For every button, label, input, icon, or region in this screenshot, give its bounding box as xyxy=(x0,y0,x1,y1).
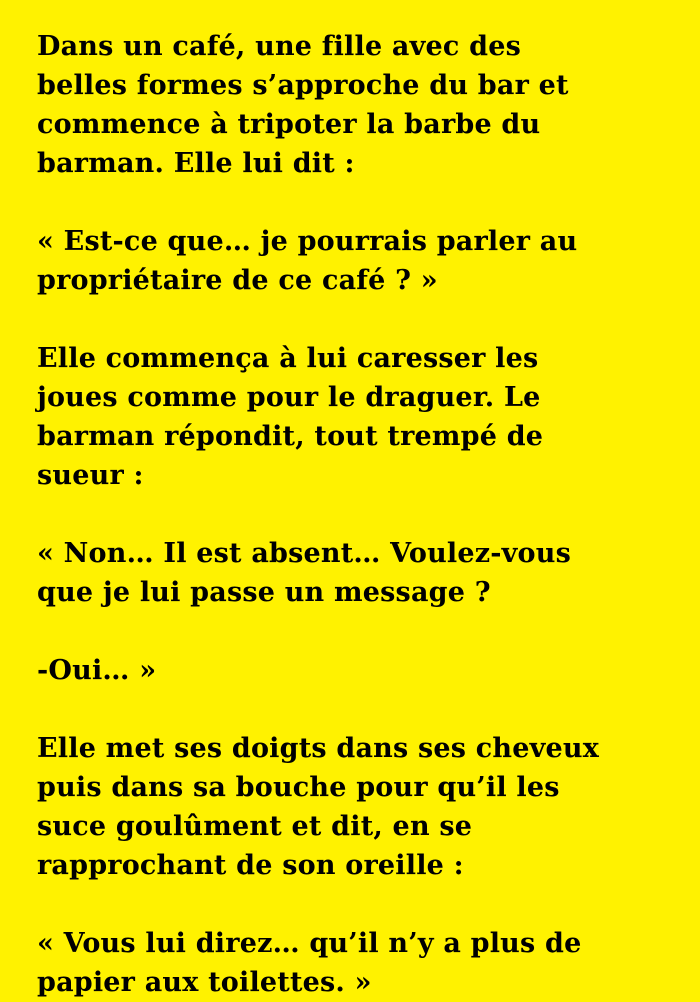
text-line: sueur : xyxy=(37,460,144,491)
text-line: commence à tripoter la barbe du xyxy=(37,109,541,140)
text-line: que je lui passe un message ? xyxy=(37,577,491,608)
text-line: rapprochant de son oreille : xyxy=(37,850,464,881)
text-line: -Oui… » xyxy=(37,655,157,686)
text-line: Elle commença à lui caresser les xyxy=(37,343,539,374)
paragraph-punchline xyxy=(37,924,670,1002)
paragraph-question xyxy=(37,222,670,300)
text-line: papier aux toilettes. » xyxy=(37,967,372,998)
text-line: barman. Elle lui dit : xyxy=(37,148,355,179)
text-line: joues comme pour le draguer. Le xyxy=(37,382,541,413)
text-line: Dans un café, une fille avec des xyxy=(37,31,521,62)
paragraph-answer xyxy=(37,534,670,612)
text-line: belles formes s’approche du bar et xyxy=(37,70,569,101)
text-line: puis dans sa bouche pour qu’il les xyxy=(37,772,560,803)
text-line: propriétaire de ce café ? » xyxy=(37,265,438,296)
text-line: Elle met ses doigts dans ses cheveux xyxy=(37,733,599,764)
text-line: barman répondit, tout trempé de xyxy=(37,421,544,452)
text-line: suce goulûment et dit, en se xyxy=(37,811,473,842)
text-line: « Vous lui direz… qu’il n’y a plus de xyxy=(37,928,582,959)
paragraph-intro xyxy=(37,27,670,183)
paragraph-yes xyxy=(37,651,670,690)
paragraph-gesture xyxy=(37,729,670,885)
text-line: « Non… Il est absent… Voulez-vous xyxy=(37,538,571,569)
text-line: « Est-ce que… je pourrais parler au xyxy=(37,226,578,257)
paragraph-flirt xyxy=(37,339,670,495)
